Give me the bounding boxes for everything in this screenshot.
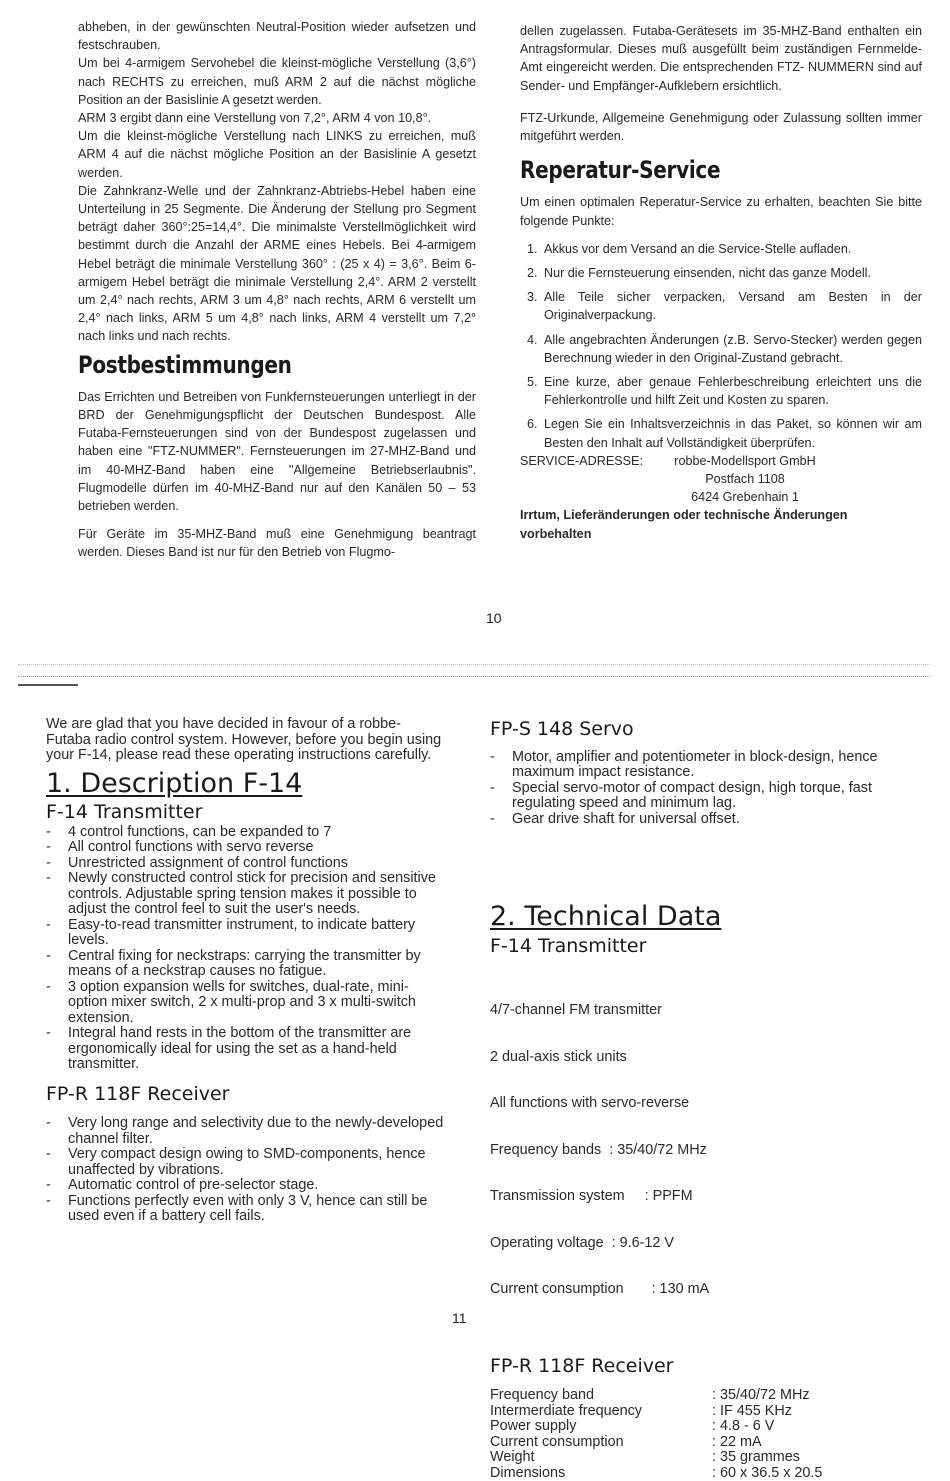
spec-value: : 35 grammes [712, 1450, 800, 1466]
list-item: - Motor, amplifier and potentiometer in block-design, hence maximum impact resistance. [490, 750, 900, 781]
spec-row [490, 1466, 900, 1481]
list-item: - All control functions with servo reverse [46, 840, 444, 856]
spec-line: Transmission system : PPFM [490, 1189, 900, 1205]
page-number: 11 [452, 1310, 467, 1326]
list-item: - Automatic control of pre-selector stage. [46, 1178, 444, 1194]
spec-key: Weight [490, 1450, 712, 1466]
spec-row [490, 1450, 900, 1466]
list-item: - Special servo-motor of compact design, high torque, fast regulating speed and minimum lag. [490, 781, 900, 812]
spec-line: 4/7-channel FM transmitter [490, 1003, 900, 1019]
spec-value: : 60 x 36.5 x 20.5 [712, 1466, 822, 1481]
paragraph: FTZ-Urkunde, Allgemeine Genehmigung oder Zulassung sollten immer mitgeführt werden. [520, 109, 922, 145]
spec-key: Current consumption [490, 1435, 712, 1451]
address-line: 6424 Grebenhain 1 [660, 488, 830, 506]
paragraph: ARM 3 ergibt dann eine Verstellung von 7,2°, ARM 4 von 10,8°. [78, 109, 476, 127]
paragraph: Um bei 4-armigem Servohebel die kleinst-mögliche Verstellung (3,6°) nach RECHTS zu erreichen, muß ARM 2 auf die nächst mögliche Position an der Basislinie A gesetzt werden. [78, 54, 476, 109]
spec-line: All functions with servo-reverse [490, 1096, 900, 1112]
spec-line: Frequency bands : 35/40/72 MHz [490, 1143, 900, 1159]
page-11-left-column [46, 717, 444, 1225]
tech-receiver-specs [490, 1388, 900, 1481]
paragraph: Das Errichten und Betreiben von Funkfernsteuerungen unterliegt in der BRD der Genehmigungspflicht der Deutschen Bundespost. Alle Futaba-Fernsteuerungen sind von der Bundespost zugelassen und haben eine "FTZ-NUMMER". Fernsteuerungen im 27-MHZ-Band und im 40-MHZ-Band haben eine "Allgemeine Betriebserlaubnis". Flugmodelle dürfen im 40-MHZ-Band nur auf den Kanälen 50 – 53 betrieben werden. [78, 388, 476, 515]
receiver-features-list [46, 1116, 444, 1225]
list-item: - Central fixing for neckstraps: carrying the transmitter by means of a neckstrap causes no fatigue. [46, 949, 444, 980]
section-heading-technical-data: 2. Technical Data [490, 909, 900, 925]
subheading-transmitter: F-14 Transmitter [46, 805, 444, 821]
spec-value: : 22 mA [712, 1435, 762, 1451]
list-item: - Newly constructed control stick for precision and sensitive controls. Adjustable spring tension makes it possible to adjust the control feel to suit the user's needs. [46, 871, 444, 918]
paragraph: dellen zugelassen. Futaba-Gerätesets im 35-MHZ-Band enthalten ein Antragsformular. Dieses muß ausgefüllt beim zuständigen Fernmelde-Amt eingereicht werden. Die entsprechenden FTZ- NUMMERN sind auf Sender- und Empfänger-Aufklebern ersichtlich. [520, 22, 922, 95]
servo-features-list [490, 750, 900, 828]
spec-row [490, 1435, 900, 1451]
spec-row [490, 1419, 900, 1435]
list-item: - Gear drive shaft for universal offset. [490, 812, 900, 828]
spec-key: Power supply [490, 1419, 712, 1435]
list-item: - Unrestricted assignment of control functions [46, 856, 444, 872]
spec-line: Current consumption : 130 mA [490, 1282, 900, 1298]
spec-value: : IF 455 KHz [712, 1404, 792, 1420]
list-item: 6. Legen Sie ein Inhaltsverzeichnis in das Paket, so können wir am Besten den Inhalt auf Vollständigkeit überprüfen. [541, 415, 922, 451]
paragraph: Um einen optimalen Reperatur-Service zu erhalten, beachten Sie bitte folgende Punkte: [520, 193, 922, 229]
spec-value: : 35/40/72 MHz [712, 1388, 810, 1404]
list-item: - Very long range and selectivity due to the newly-developed channel filter. [46, 1116, 444, 1147]
paragraph: Die Zahnkranz-Welle und der Zahnkranz-Abtriebs-Hebel haben eine Unterteilung in 25 Segmente. Die Änderung der Stellung pro Segment beträgt daher 360°:25=14,4°. Die minimalste Verstellmöglichkeit wird bestimmt durch die Anzahl der ARME eines Hebels. Bei 4-armigem Hebel beträgt die minimale Verstellung 360° : (25 x 4) = 3,6°. Beim 6-armigem Hebel beträgt die minimale Verstellung 2,4°. ARM 2 verstellt um 2,4° nach rechts, ARM 3 um 4,8° nach rechts, ARM 6 verstellt um 2,4° nach links, ARM 5 um 4,8° nach links, ARM 4 verstellt um 7,2° nach links und nach rechts. [78, 182, 476, 346]
list-item: - Functions perfectly even with only 3 V, hence can still be used even if a battery cell fails. [46, 1194, 444, 1225]
page-11-right-column [490, 722, 900, 1481]
spec-value: : 4.8 - 6 V [712, 1419, 774, 1435]
paragraph: abheben, in der gewünschten Neutral-Position wieder aufsetzen und festschrauben. [78, 18, 476, 54]
spec-row [490, 1388, 900, 1404]
list-item: - 3 option expansion wells for switches, dual-rate, mini-option mixer switch, 2 x multi-prop and 3 x multi-switch extension. [46, 980, 444, 1027]
intro-paragraph: We are glad that you have decided in favour of a robbe-Futaba radio control system. However, before you begin using your F-14, please read these operating instructions carefully. [46, 717, 444, 764]
list-item: 5. Eine kurze, aber genaue Fehlerbeschreibung erleichtert uns die Fehlerkontrolle und hilft Zeit und Kosten zu sparen. [541, 373, 922, 409]
spec-key: Frequency band [490, 1388, 712, 1404]
list-item: - Easy-to-read transmitter instrument, to indicate battery levels. [46, 918, 444, 949]
list-item: - Very compact design owing to SMD-components, hence unaffected by vibrations. [46, 1147, 444, 1178]
address-line: Postfach 1108 [660, 470, 830, 488]
section-heading-postbestimmungen: Postbestimmungen [78, 354, 476, 376]
list-item: - 4 control functions, can be expanded to 7 [46, 825, 444, 841]
address-line: robbe-Modellsport GmbH [660, 452, 830, 470]
transmitter-features-list [46, 825, 444, 1073]
paragraph: Für Geräte im 35-MHZ-Band muß eine Genehmigung beantragt werden. Dieses Band ist nur für den Betrieb von Flugmo- [78, 525, 476, 561]
subheading-tech-receiver: FP-R 118F Receiver [490, 1359, 900, 1375]
spec-key: Intermerdiate frequency [490, 1404, 712, 1420]
page-number: 10 [486, 610, 502, 626]
disclaimer: Irrtum, Lieferänderungen oder technische Änderungen vorbehalten [520, 506, 900, 542]
tech-transmitter-specs [490, 972, 900, 1329]
subheading-receiver: FP-R 118F Receiver [46, 1087, 444, 1103]
address-label: SERVICE-ADRESSE: [520, 452, 660, 507]
section-heading-reperatur-service: Reperatur-Service [520, 159, 922, 181]
list-item: 2. Nur die Fernsteuerung einsenden, nicht das ganze Modell. [541, 264, 922, 282]
spec-key: Dimensions [490, 1466, 712, 1481]
list-item: 3. Alle Teile sicher verpacken, Versand am Besten in der Originalverpackung. [541, 288, 922, 324]
list-item: 1. Akkus vor dem Versand an die Service-Stelle aufladen. [541, 240, 922, 258]
section-heading-description: 1. Description F-14 [46, 776, 444, 792]
spec-line: Operating voltage : 9.6-12 V [490, 1236, 900, 1252]
spec-line: 2 dual-axis stick units [490, 1050, 900, 1066]
subheading-servo: FP-S 148 Servo [490, 722, 900, 738]
spec-row [490, 1404, 900, 1420]
list-item: - Integral hand rests in the bottom of the transmitter are ergonomically ideal for using the set as a hand-held transmitter. [46, 1026, 444, 1073]
paragraph: Um die kleinst-mögliche Verstellung nach LINKS zu erreichen, muß ARM 4 auf die nächst mögliche Position an der Basislinie A gesetzt werden. [78, 127, 476, 182]
subheading-tech-transmitter: F-14 Transmitter [490, 939, 900, 955]
list-item: 4. Alle angebrachten Änderungen (z.B. Servo-Stecker) werden gegen Berechnung wieder in den Original-Zustand gebracht. [541, 331, 922, 367]
